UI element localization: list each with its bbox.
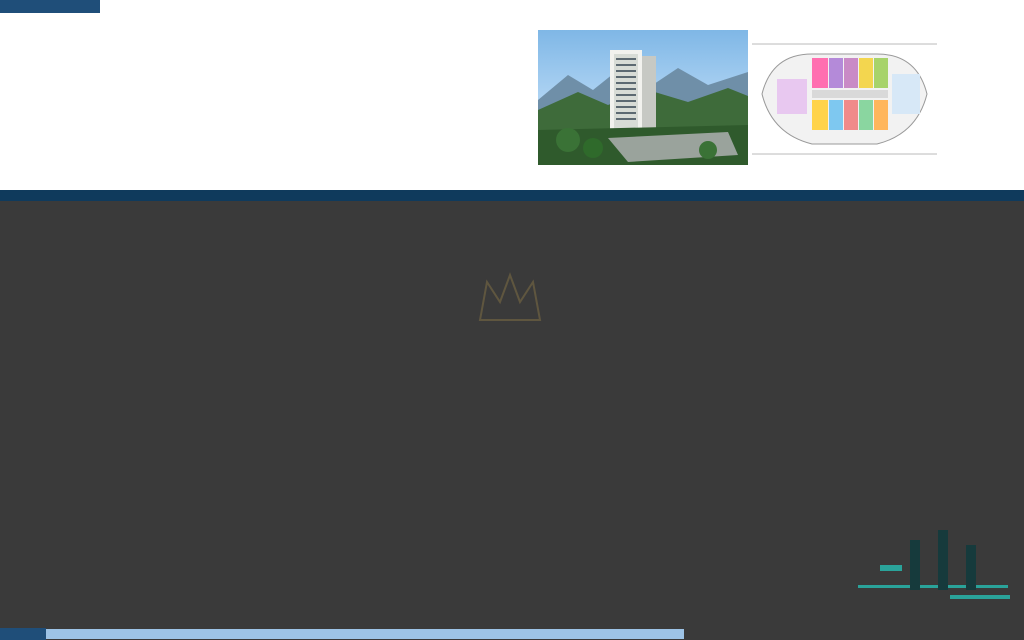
tsokol-label bbox=[0, 628, 46, 640]
info-panel bbox=[0, 0, 540, 185]
column-header-row bbox=[0, 190, 1024, 201]
tsokol-bar bbox=[46, 629, 684, 639]
building-photo bbox=[538, 30, 748, 165]
floor-plan-diagram bbox=[752, 34, 937, 164]
date-cell[interactable] bbox=[0, 0, 100, 13]
proinvest-logo bbox=[850, 525, 1024, 640]
logo-mark-icon bbox=[850, 525, 1024, 620]
